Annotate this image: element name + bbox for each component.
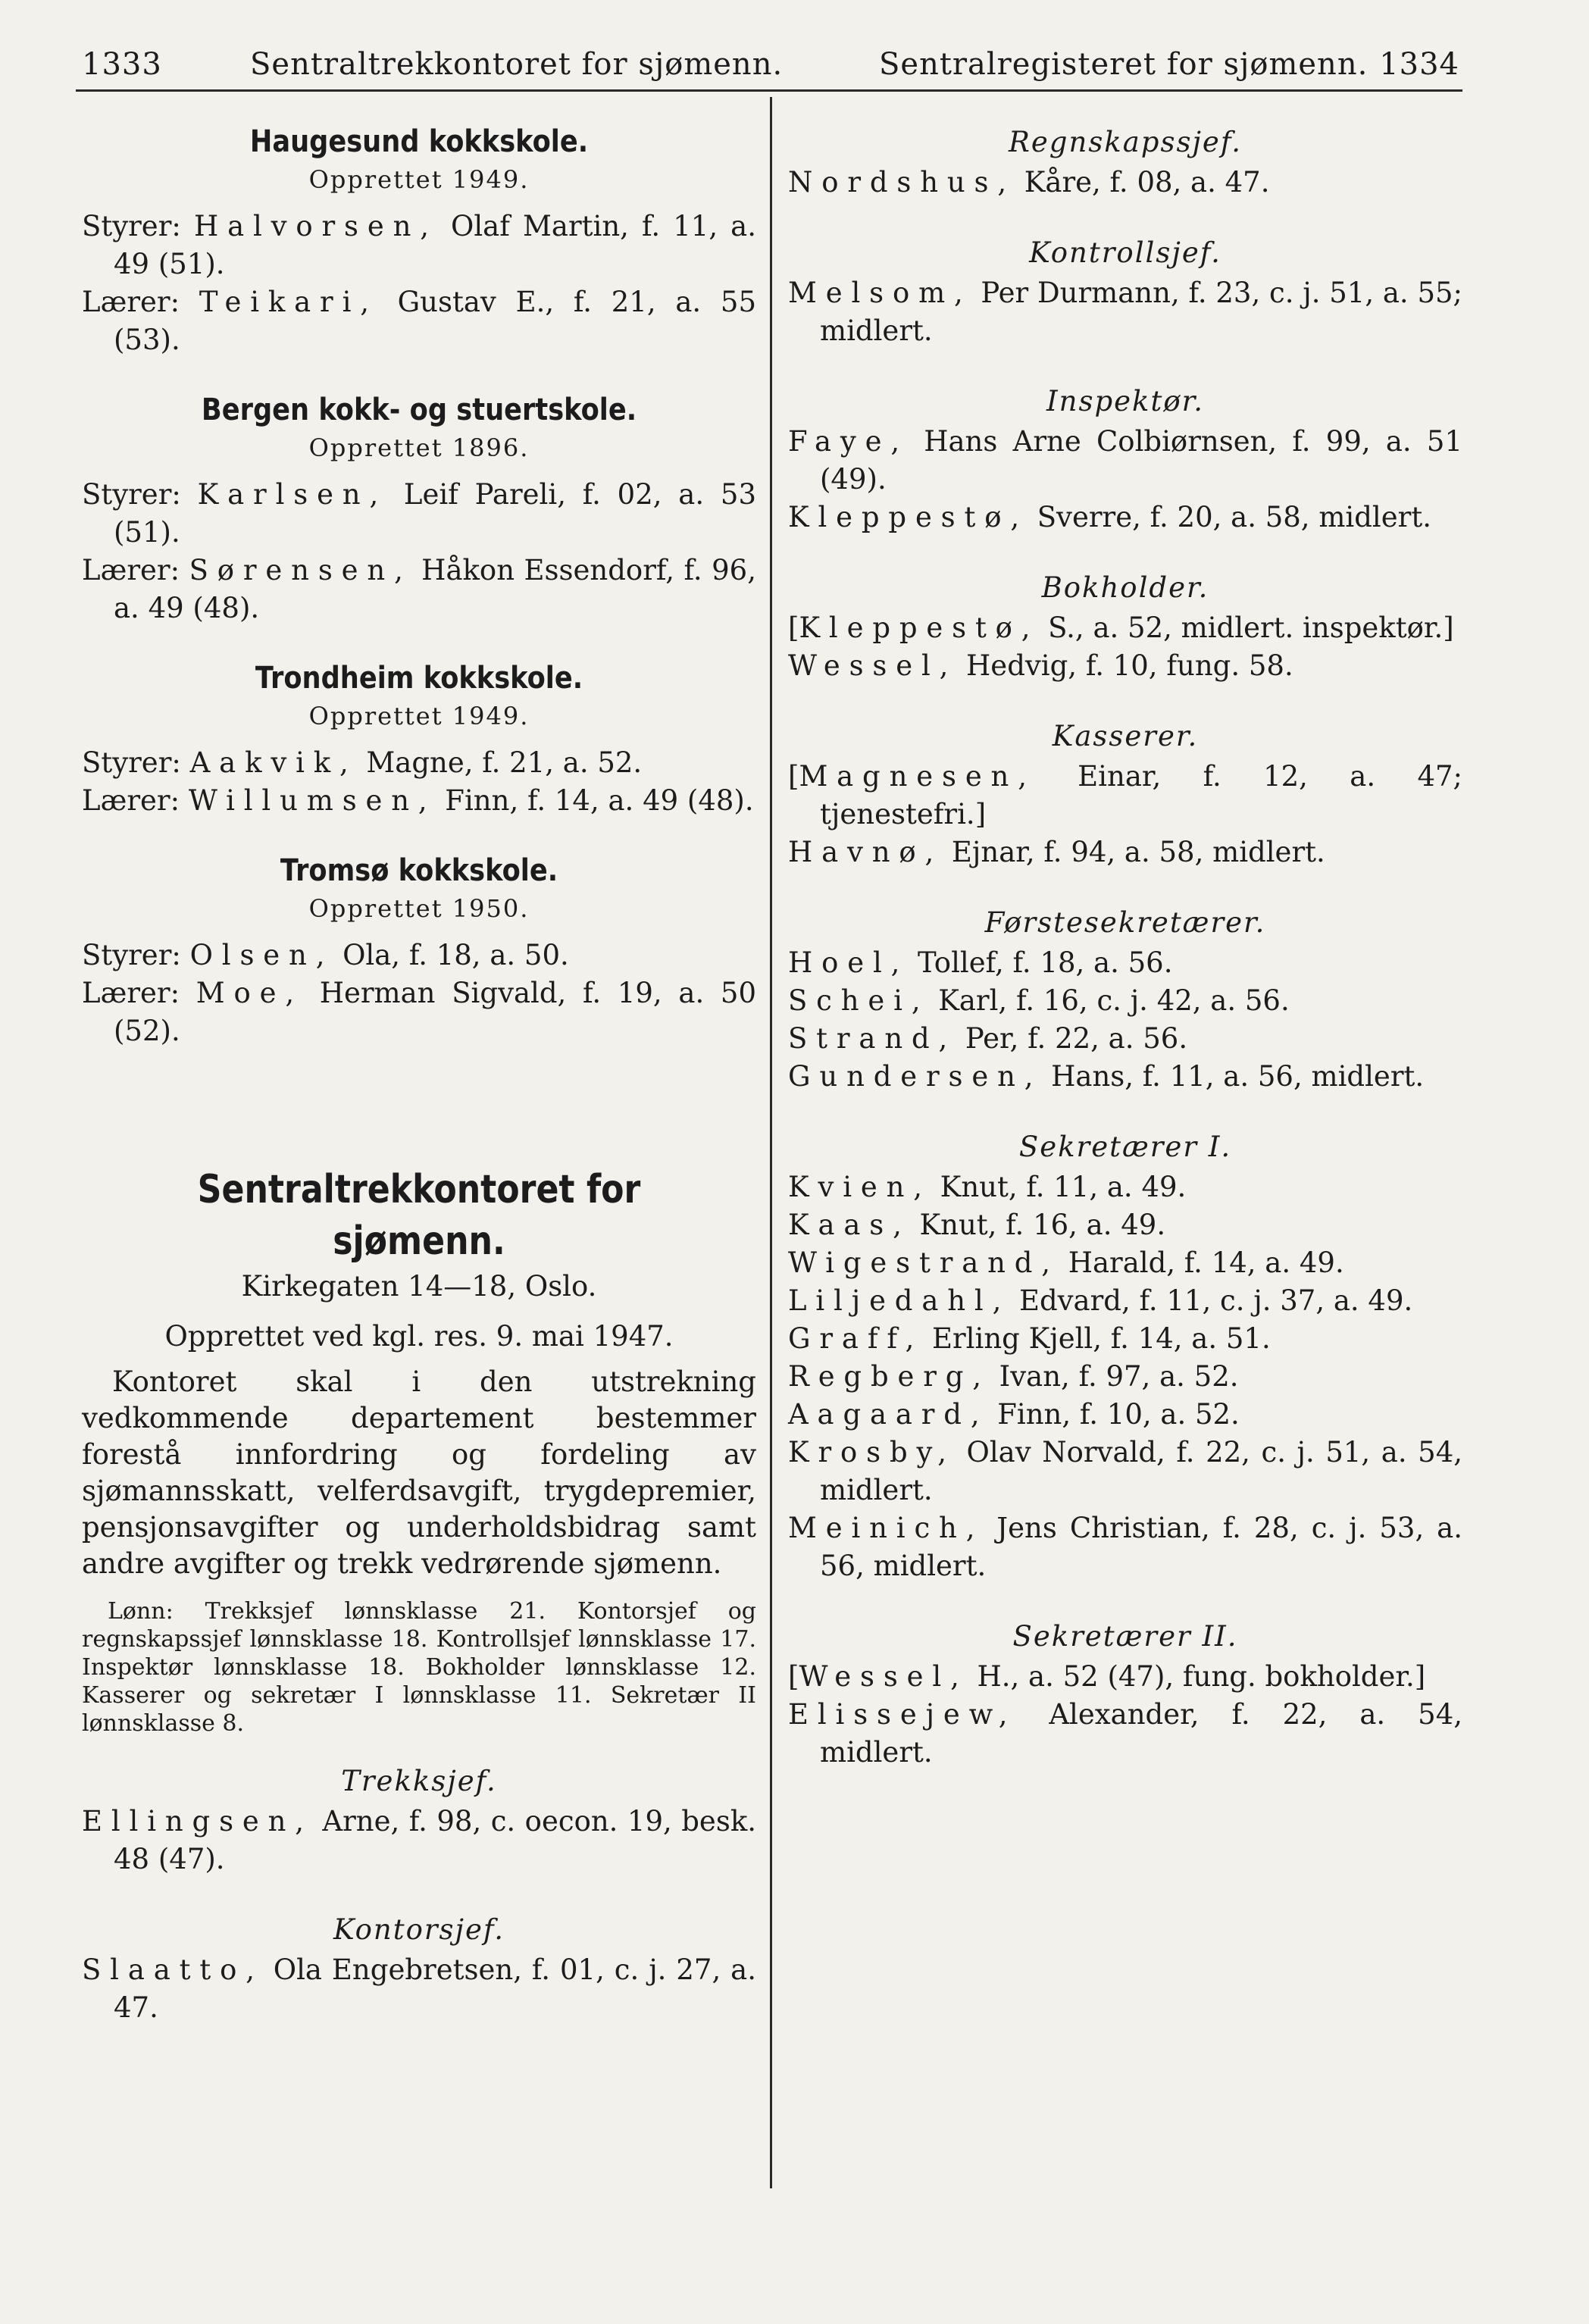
entry-details: Sverre, f. 20, a. 58, midlert. xyxy=(1037,501,1431,533)
role-heading: Inspektør. xyxy=(1046,385,1204,418)
surname: Aagaard, xyxy=(788,1398,989,1431)
left-column xyxy=(82,121,756,2027)
school-title: Haugesund kokkskole. xyxy=(249,124,589,159)
entry-details: Per, f. 22, a. 56. xyxy=(965,1022,1188,1055)
entry-details: Knut, f. 16, a. 49. xyxy=(919,1209,1166,1241)
school-bergen xyxy=(82,389,756,627)
entry-details: Einar, f. 12, a. 47; tjenestefri.] xyxy=(820,760,1462,830)
entry-details: Hans Arne Colbiørnsen, f. 99, a. 51 (49). xyxy=(820,425,1463,496)
role-heading: Bokholder. xyxy=(1041,571,1209,604)
entry-details: Magne, f. 21, a. 52. xyxy=(366,746,643,779)
person-entry xyxy=(82,208,756,283)
surname: Kvien, xyxy=(788,1171,931,1203)
surname: Elissejew, xyxy=(788,1698,1017,1731)
surname: Kaas, xyxy=(788,1209,911,1241)
bracket: [ xyxy=(788,760,799,793)
header-rule xyxy=(76,89,1462,92)
person-entry xyxy=(82,974,756,1050)
surname: Moe, xyxy=(195,977,303,1009)
role-label: Styrer: xyxy=(82,210,181,242)
salary-note: Lønn: Trekksjef lønnsklasse 21. Kontorsjef og regnskapssjef lønnsklasse 18. Kontrollsjef lønnsklasse 17. Inspektør lønnsklasse 18. Bokholder lønnsklasse 12. Kasserer og sekretær I lønnsklasse 11. Sekretær II lønnsklasse 8. xyxy=(82,1598,756,1737)
person-entry xyxy=(788,1396,1462,1434)
role-label: Styrer: xyxy=(82,478,181,511)
person-entry xyxy=(788,1168,1462,1206)
person-entry xyxy=(82,1951,756,2027)
running-title-left: Sentraltrekkontoret for sjømenn. xyxy=(250,47,784,82)
person-entry xyxy=(788,1020,1462,1058)
school-title: Trondheim kokkskole. xyxy=(255,661,583,696)
person-entry xyxy=(788,1282,1462,1320)
role-label: Lærer: xyxy=(82,784,180,817)
entry-details: Per Durmann, f. 23, c. j. 51, a. 55; midlert. xyxy=(820,277,1463,347)
surname: Regberg, xyxy=(788,1360,990,1393)
address: Kirkegaten 14—18, Oslo. xyxy=(241,1270,597,1303)
entry-details: Hans, f. 11, a. 56, midlert. xyxy=(1051,1060,1425,1093)
surname: Strand, xyxy=(788,1022,957,1055)
person-entry xyxy=(788,982,1462,1020)
entry-details: Gustav E., f. 21, a. 55 (53). xyxy=(114,286,756,356)
founded-year: Opprettet 1896. xyxy=(308,433,530,462)
entry-details: Olaf Martin, f. 11, a. 49 (51). xyxy=(114,210,757,280)
page-number-left: 1333 xyxy=(82,47,162,82)
person-entry xyxy=(82,552,756,627)
person-entry xyxy=(82,1803,756,1878)
bracket: [ xyxy=(788,611,799,644)
person-entry xyxy=(788,1509,1462,1585)
role-section-inspektor xyxy=(788,380,1462,536)
surname: Teikari, xyxy=(199,286,378,318)
surname: Ellingsen, xyxy=(82,1805,313,1838)
role-heading: Kontrollsjef. xyxy=(1029,236,1221,269)
surname: Havnø, xyxy=(788,836,943,868)
role-label: Lærer: xyxy=(82,286,180,318)
surname: Wessel, xyxy=(799,1660,968,1693)
surname: Schei, xyxy=(788,984,930,1017)
role-heading: Førstesekretærer. xyxy=(984,906,1266,939)
page-number-right: 1334 xyxy=(1379,47,1459,82)
entry-details: Håkon Essendorf, f. 96, a. 49 (48). xyxy=(114,554,756,624)
entry-details: H., a. 52 (47), fung. bokholder.] xyxy=(977,1660,1426,1693)
role-heading: Kontorsjef. xyxy=(333,1913,505,1946)
person-entry xyxy=(788,164,1462,202)
person-entry xyxy=(82,476,756,552)
right-column xyxy=(788,121,1462,1772)
person-entry xyxy=(788,647,1462,685)
entry-details: Edvard, f. 11, c. j. 37, a. 49. xyxy=(1018,1284,1413,1317)
running-title-right: Sentralregisteret for sjømenn. xyxy=(879,47,1368,82)
surname: Sørensen, xyxy=(189,554,412,586)
person-entry xyxy=(788,1206,1462,1244)
office-section xyxy=(82,1164,756,2027)
entry-details: Ola Engebretsen, f. 01, c. j. 27, a. 47. xyxy=(114,1953,756,2024)
entry-details: Finn, f. 14, a. 49 (48). xyxy=(445,784,754,817)
person-entry xyxy=(788,1696,1462,1772)
person-entry xyxy=(788,1658,1462,1696)
person-entry xyxy=(788,1434,1462,1509)
entry-details: Herman Sigvald, f. 19, a. 50 (52). xyxy=(114,977,756,1047)
entry-details: Ola, f. 18, a. 50. xyxy=(343,939,569,971)
surname: Hoel, xyxy=(788,946,909,979)
page-header xyxy=(76,38,1462,91)
surname: Kleppestø, xyxy=(799,611,1040,644)
person-entry xyxy=(788,834,1462,871)
surname: Melsom, xyxy=(788,277,972,309)
surname: Halvorsen, xyxy=(193,210,438,242)
entry-details: Olav Norvald, f. 22, c. j. 51, a. 54, midlert. xyxy=(820,1436,1462,1506)
person-entry xyxy=(788,423,1462,499)
person-entry xyxy=(788,609,1462,647)
person-entry xyxy=(788,1244,1462,1282)
entry-details: Ejnar, f. 94, a. 58, midlert. xyxy=(951,836,1325,868)
entry-details: Hedvig, f. 10, fung. 58. xyxy=(966,649,1293,682)
surname: Graff, xyxy=(788,1322,924,1355)
role-label: Lærer: xyxy=(82,977,180,1009)
surname: Wessel, xyxy=(788,649,958,682)
surname: Kleppestø, xyxy=(788,501,1028,533)
surname: Willumsen, xyxy=(188,784,436,817)
entry-details: Karl, f. 16, c. j. 42, a. 56. xyxy=(938,984,1290,1017)
person-entry xyxy=(788,944,1462,982)
surname: Faye, xyxy=(788,425,909,458)
person-entry xyxy=(788,758,1462,834)
role-section-kontrollsjef xyxy=(788,232,1462,350)
role-label: Lærer: xyxy=(82,554,180,586)
school-title: Bergen kokk- og stuertskole. xyxy=(201,393,637,427)
surname: Slaatto, xyxy=(82,1953,264,1986)
school-haugesund xyxy=(82,121,756,359)
entry-details: Jens Christian, f. 28, c. j. 53, a. 56, midlert. xyxy=(820,1512,1463,1582)
column-divider xyxy=(770,97,772,2188)
role-section-sekretaerer-2 xyxy=(788,1616,1462,1772)
surname: Aakvik, xyxy=(189,746,358,779)
entry-details: Arne, f. 98, c. oecon. 19, besk. 48 (47). xyxy=(114,1805,756,1875)
entry-details: Finn, f. 10, a. 52. xyxy=(997,1398,1240,1431)
role-heading: Trekksjef. xyxy=(341,1765,497,1797)
person-entry xyxy=(788,1058,1462,1096)
entry-details: Ivan, f. 97, a. 52. xyxy=(999,1360,1239,1393)
role-section-sekretaerer-1 xyxy=(788,1126,1462,1585)
surname: Krosby, xyxy=(788,1436,956,1469)
entry-details: Alexander, f. 22, a. 54, midlert. xyxy=(820,1698,1462,1769)
office-description: Kontoret skal i den utstrekning vedkommende departement bestemmer forestå innfordring og fordeling av sjømannsskatt, velferdsavgift, trygdepremier, pensjonsavgifter og underholdsbidrag samt andre avgifter og trekk vedrørende sjømenn. xyxy=(82,1365,756,1580)
surname: Meinich, xyxy=(788,1512,984,1544)
surname: Gundersen, xyxy=(788,1060,1043,1093)
role-heading: Kasserer. xyxy=(1052,720,1199,752)
section-title: Sentraltrekkontoret for sjømenn. xyxy=(197,1167,641,1264)
role-heading: Sekretærer I. xyxy=(1018,1131,1232,1163)
person-entry xyxy=(788,1358,1462,1396)
established-note: Opprettet ved kgl. res. 9. mai 1947. xyxy=(164,1320,674,1353)
founded-year: Opprettet 1950. xyxy=(308,894,530,923)
role-section-regnskapssjef xyxy=(788,121,1462,202)
founded-year: Opprettet 1949. xyxy=(308,702,530,730)
role-heading: Regnskapssjef. xyxy=(1009,126,1242,158)
entry-details: S., a. 52, midlert. inspektør.] xyxy=(1048,611,1454,644)
founded-year: Opprettet 1949. xyxy=(308,165,530,194)
person-entry xyxy=(788,1320,1462,1358)
role-label: Styrer: xyxy=(82,746,181,779)
surname: Karlsen, xyxy=(197,478,388,511)
surname: Magnesen, xyxy=(799,760,1036,793)
entry-details: Erling Kjell, f. 14, a. 51. xyxy=(931,1322,1271,1355)
person-entry xyxy=(82,283,756,359)
person-entry xyxy=(82,937,756,974)
entry-details: Tollef, f. 18, a. 56. xyxy=(918,946,1173,979)
entry-details: Kåre, f. 08, a. 47. xyxy=(1024,166,1270,199)
person-entry xyxy=(82,744,756,782)
person-entry xyxy=(82,782,756,820)
bracket: [ xyxy=(788,1660,799,1693)
role-heading: Sekretærer II. xyxy=(1012,1620,1238,1653)
entry-details: Harald, f. 14, a. 49. xyxy=(1068,1246,1344,1279)
person-entry xyxy=(788,499,1462,536)
surname: Nordshus, xyxy=(788,166,1015,199)
school-trondheim xyxy=(82,658,756,820)
school-tromso xyxy=(82,850,756,1050)
role-label: Styrer: xyxy=(82,939,181,971)
surname: Liljedahl, xyxy=(788,1284,1011,1317)
role-section-kasserer xyxy=(788,715,1462,871)
surname: Wigestrand, xyxy=(788,1246,1059,1279)
school-title: Tromsø kokkskole. xyxy=(280,853,558,888)
surname: Olsen, xyxy=(189,939,334,971)
person-entry xyxy=(788,274,1462,350)
role-section-forstesekretaerer xyxy=(788,902,1462,1096)
role-section-bokholder xyxy=(788,567,1462,685)
entry-details: Leif Pareli, f. 02, a. 53 (51). xyxy=(114,478,756,549)
entry-details: Knut, f. 11, a. 49. xyxy=(940,1171,1187,1203)
